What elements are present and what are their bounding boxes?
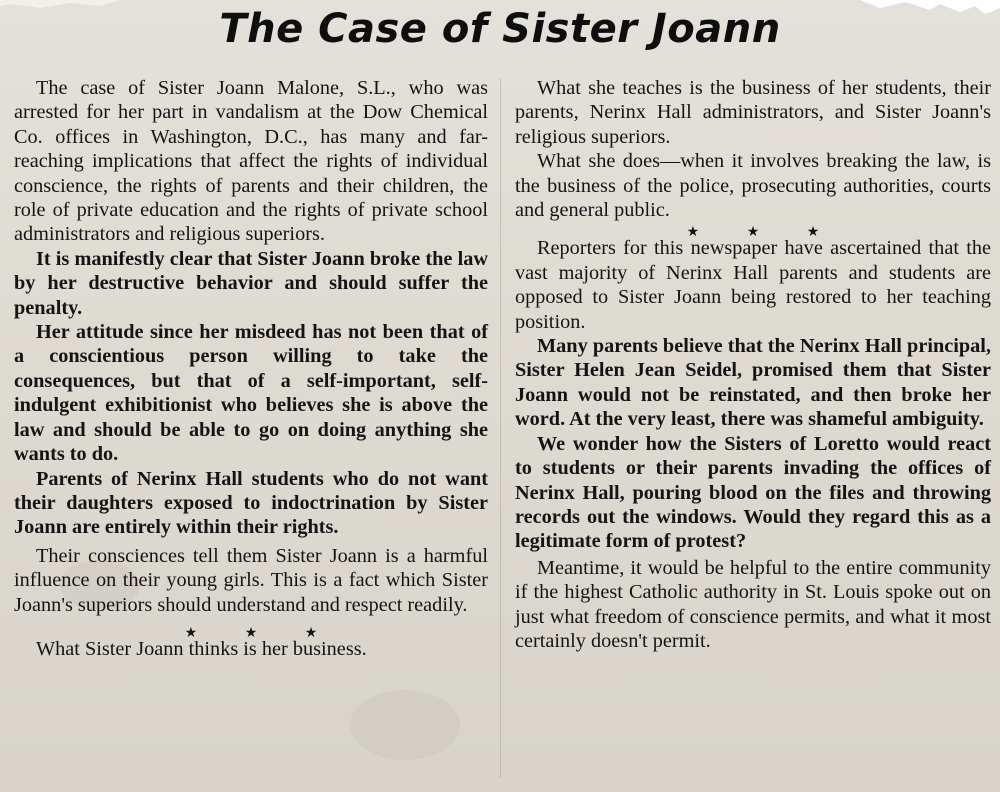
paragraph: What Sister Joann thinks is her business. — [36, 637, 367, 660]
paragraph-bold: We wonder how the Sisters of Loretto would react to students or their parents invading the offices of Nerinx Hall, pouring blood on the files and throwing records out the windows. Would they regard this as a legitimate form of protest? — [515, 432, 991, 553]
headline: The Case of Sister Joann — [219, 6, 781, 52]
paragraph: Meantime, it would be helpful to the entire community if the highest Catholic authority in St. Louis spoke out on just what freedom of conscience permits, and what it most certainly doesn't permit. — [515, 556, 991, 652]
section-break-stars: ★ ★ ★ — [184, 625, 340, 641]
paragraph-bold: Her attitude since her misdeed has not been that of a conscientious person willing to take the consequences, but that of a self-important, self-indulgent exhibitionist who believes she is above the law and should be able to go on doing anything she wants to do. — [14, 321, 488, 466]
right-column — [515, 76, 991, 653]
paragraph: What she does—when it involves breaking the law, is the business of the police, prosecuting authorities, courts and general public. — [515, 150, 991, 222]
paragraph: Their consciences tell them Sister Joann is a harmful influence on their young girls. This is a fact which Sister Joann's superiors should understand and respect readily. — [14, 544, 488, 616]
left-column — [14, 76, 488, 661]
paragraph: What she teaches is the business of her students, their parents, Nerinx Hall administrators, and Sister Joann's religious superiors. — [515, 77, 991, 148]
section-break-stars: ★ ★ ★ — [686, 225, 842, 241]
paper-stain — [350, 690, 460, 760]
paragraph-bold: Parents of Nerinx Hall students who do not want their daughters exposed to indoctrination by Sister Joann are entirely within their rights. — [14, 467, 488, 539]
paragraph-bold: Many parents believe that the Nerinx Hall principal, Sister Helen Jean Seidel, promised them that Sister Joann would not be reinstated, and then broke her word. At the very least, there was shameful ambiguity. — [515, 335, 991, 431]
paragraph: Reporters for this newspaper have ascertained that the vast majority of Nerinx Hall parents and students are opposed to Sister Joann being restored to her teaching position. — [515, 237, 991, 333]
paragraph: The case of Sister Joann Malone, S.L., who was arrested for her part in vandalism at the Dow Chemical Co. offices in Washington, D.C., has many and far-reaching implications that affect the rights of individual conscience, the rights of parents and their children, the role of private education and the rights of private school administrators and religious superiors. — [14, 77, 488, 246]
column-divider — [500, 78, 501, 778]
paragraph-bold: It is manifestly clear that Sister Joann broke the law by her destructive behavior and should suffer the penalty. — [14, 247, 488, 319]
